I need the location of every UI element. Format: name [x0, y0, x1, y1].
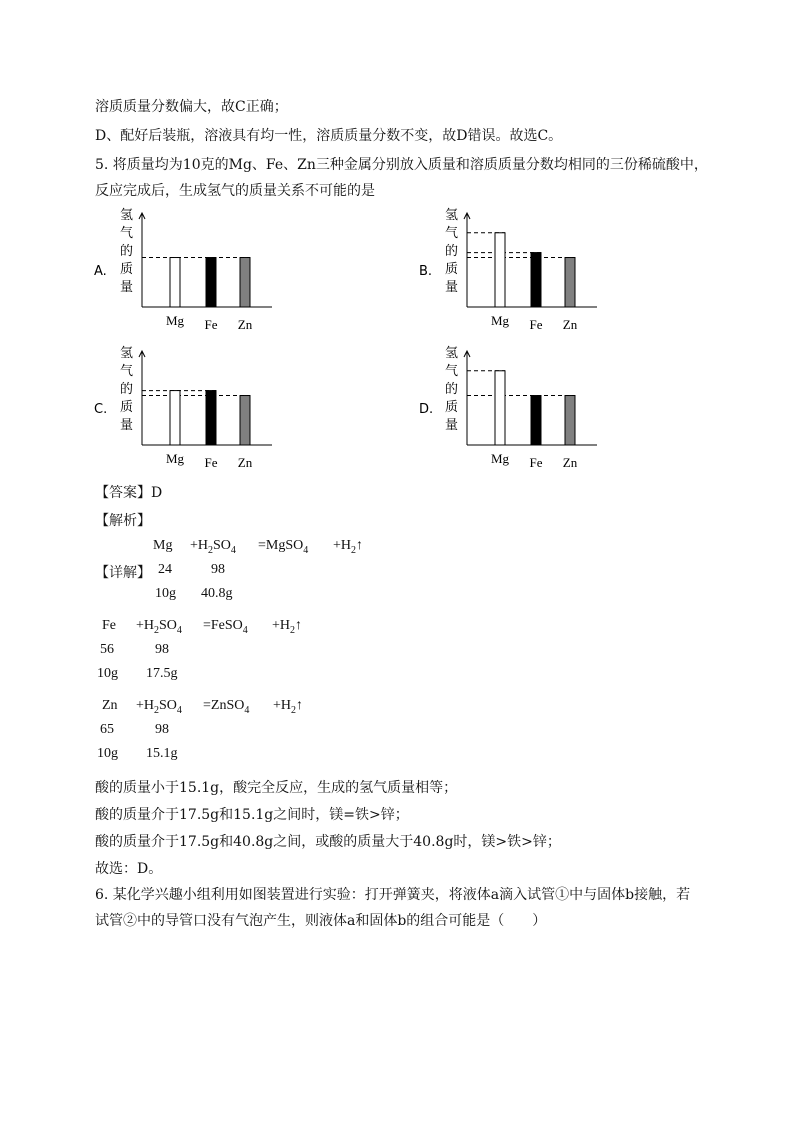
eq-metal: Fe [102, 618, 116, 633]
bar-mg [495, 233, 505, 307]
x-tick-label: Zn [237, 455, 253, 470]
question-5-line-2: 反应完成后，生成氢气的质量关系不可能的是 [95, 183, 375, 199]
text-line-1: 溶质质量分数偏大，故C正确； [95, 99, 288, 115]
eq-m-metal: 10g [155, 586, 176, 601]
y-axis-label-char: 氢 [445, 346, 459, 361]
bar-zn [240, 396, 250, 445]
question-6-line-1: 6. 某化学兴趣小组利用如图装置进行实验：打开弹簧夹，将液体a滴入试管①中与固体b接触，若 [95, 887, 691, 903]
bar-fe [206, 391, 216, 445]
analysis-tag: 【解析】 [95, 513, 151, 529]
eq-m-acid: 40.8g [201, 586, 233, 601]
conclusion-line-1: 酸的质量小于15.1g，酸完全反应，生成的氢气质量相等； [95, 780, 458, 796]
x-tick-label: Fe [529, 317, 543, 332]
chart-option-b [417, 205, 607, 335]
y-axis-label-char: 氢 [120, 346, 134, 361]
eq-m-acid: 15.1g [146, 746, 178, 761]
chart-option-c [92, 343, 282, 473]
y-axis-label-char: 量 [120, 418, 134, 433]
eq-mr-acid: 98 [155, 642, 169, 657]
x-tick-label: Fe [204, 455, 218, 470]
eq-m-metal: 10g [97, 666, 118, 681]
eq-acid: $+H_2SO_4$ [136, 698, 182, 716]
bar-fe [531, 253, 541, 307]
question-6-line-2: 试管②中的导管口没有气泡产生，则液体a和固体b的组合可能是（ ） [95, 913, 547, 929]
eq-salt: =MgSO$_4$ [258, 538, 309, 556]
chart-option-a [92, 205, 282, 335]
bar-fe [206, 258, 216, 307]
y-axis-label-char: 质 [120, 400, 134, 415]
y-axis-label-char: 质 [445, 400, 459, 415]
y-axis-label-char: 的 [120, 244, 134, 259]
x-tick-label: Zn [562, 317, 578, 332]
y-axis-label-char: 量 [120, 280, 134, 295]
bar-zn [565, 258, 575, 307]
x-tick-label: Mg [490, 451, 510, 466]
eq-metal: Mg [153, 538, 173, 553]
bar-mg [170, 258, 180, 307]
eq-m-acid: 17.5g [146, 666, 178, 681]
answer-tag: 【答案】 [95, 485, 151, 501]
conclusion-line-3: 酸的质量介于17.5g和40.8g之间，或酸的质量大于40.8g时，镁>铁>锌； [95, 834, 561, 850]
bar-zn [565, 396, 575, 445]
answer-line [95, 482, 162, 502]
eq-gas: $+H_2↑$ [272, 618, 303, 636]
eq-acid: $+H_2SO_4$ [190, 538, 236, 556]
eq-salt: =FeSO$_4$ [203, 618, 248, 636]
option-label: A. [94, 264, 107, 279]
y-axis-label-char: 量 [445, 418, 459, 433]
eq-metal: Zn [102, 698, 118, 713]
y-axis-label-char: 质 [120, 262, 134, 277]
bar-mg [495, 371, 505, 445]
eq-mr-metal: 24 [158, 562, 172, 577]
y-axis-label-char: 气 [120, 226, 134, 241]
eq-gas: $+H_2↑$ [273, 698, 304, 716]
detail-tag: 【详解】 [95, 565, 151, 581]
x-tick-label: Fe [529, 455, 543, 470]
bar-mg [170, 391, 180, 445]
y-axis-label-char: 气 [445, 226, 459, 241]
option-label: B. [419, 264, 433, 279]
option-label: D. [419, 402, 434, 417]
option-label: C. [94, 402, 108, 417]
eq-mr-metal: 65 [100, 722, 114, 737]
y-axis-label-char: 量 [445, 280, 459, 295]
eq-mr-acid: 98 [211, 562, 225, 577]
x-tick-label: Mg [165, 451, 185, 466]
eq-acid: $+H_2SO_4$ [136, 618, 182, 636]
eq-gas: $+H_2↑$ [333, 538, 364, 556]
eq-m-metal: 10g [97, 746, 118, 761]
question-5-line-1: 5. 将质量均为10克的Mg、Fe、Zn三种金属分别放入质量和溶质质量分数均相同的三份稀硫酸中， [95, 157, 708, 173]
y-axis-label-char: 的 [445, 244, 459, 259]
conclusion-line-4: 故选：D。 [95, 861, 163, 877]
eq-salt: =ZnSO$_4$ [203, 698, 250, 716]
chart-option-d [417, 343, 607, 473]
y-axis-label-char: 质 [445, 262, 459, 277]
x-tick-label: Fe [204, 317, 218, 332]
x-tick-label: Zn [562, 455, 578, 470]
y-axis-label-char: 的 [120, 382, 134, 397]
eq-mr-acid: 98 [155, 722, 169, 737]
bar-fe [531, 396, 541, 445]
y-axis-label-char: 的 [445, 382, 459, 397]
conclusion-line-2: 酸的质量介于17.5g和15.1g之间时，镁=铁>锌； [95, 807, 409, 823]
x-tick-label: Mg [490, 313, 510, 328]
eq-mr-metal: 56 [100, 642, 114, 657]
x-tick-label: Mg [165, 313, 185, 328]
x-tick-label: Zn [237, 317, 253, 332]
y-axis-label-char: 氢 [120, 208, 134, 223]
y-axis-label-char: 氢 [445, 208, 459, 223]
answer-value: D [151, 485, 163, 501]
y-axis-label-char: 气 [120, 364, 134, 379]
text-line-2: D、配好后装瓶，溶液具有均一性，溶质质量分数不变，故D错误。故选C。 [95, 128, 563, 144]
bar-zn [240, 258, 250, 307]
y-axis-label-char: 气 [445, 364, 459, 379]
